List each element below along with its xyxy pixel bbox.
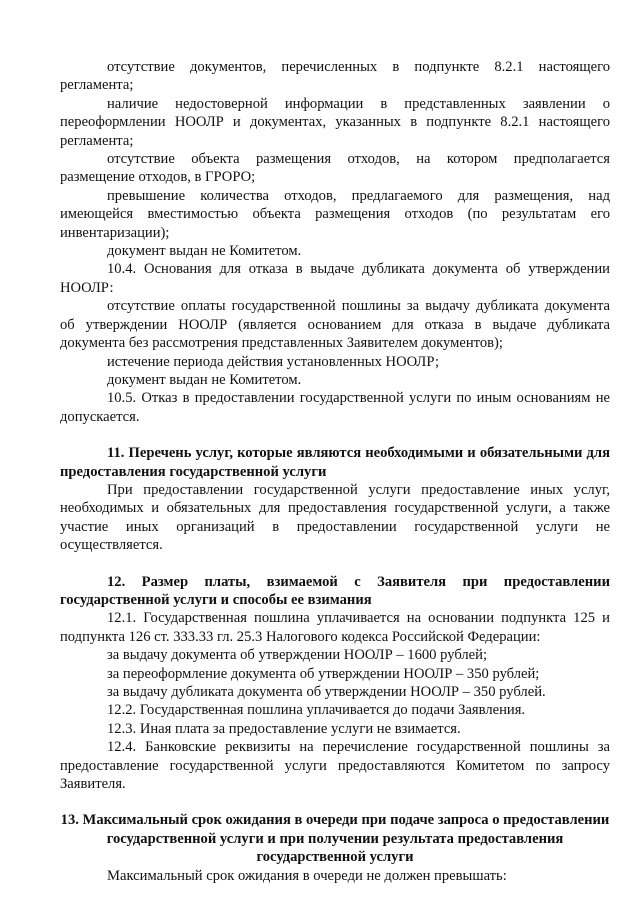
section-gap (60, 555, 610, 573)
document-page (60, 58, 610, 885)
paragraph: При предоставлении государственной услуги предоставление иных услуг, необходимых и обязательных для предоставления государственной услуги, а также участие иных организаций в предоставлении государственной услуги не осуществляется. (60, 481, 610, 554)
section-gap (60, 426, 610, 444)
paragraph: отсутствие документов, перечисленных в подпункте 8.2.1 настоящего регламента; (60, 59, 610, 94)
section-heading-13: 13. Максимальный срок ожидания в очереди при подаче запроса о предоставлении государственной услуги и при получении результата предоставления государственной услуги (60, 812, 610, 866)
paragraph: документ выдан не Комитетом. (107, 243, 302, 260)
paragraph: 12.2. Государственная пошлина уплачивается до подачи Заявления. (107, 702, 526, 719)
paragraph: 10.5. Отказ в предоставлении государственной услуги по иным основаниям не допускается. (60, 390, 610, 425)
section-heading-11: 11. Перечень услуг, которые являются необходимыми и обязательными для предоставления государственной услуги (60, 445, 610, 480)
paragraph: превышение количества отходов, предлагаемого для размещения, над имеющейся вместимостью объекта размещения отходов (по результатам его инвентаризации); (60, 187, 610, 241)
paragraph: 12.1. Государственная пошлина уплачивается на основании подпункта 125 и подпункта 126 ст. 333.33 гл. 25.3 Налогового кодекса Российской Федерации: (60, 610, 610, 645)
section-heading-12: 12. Размер платы, взимаемой с Заявителя при предоставлении государственной услуги и способы ее взимания (60, 573, 610, 608)
section-gap (60, 793, 610, 811)
paragraph: истечение периода действия установленных НООЛР; (107, 353, 440, 370)
paragraph: документ выдан не Комитетом. (107, 371, 302, 388)
paragraph: за выдачу документа об утверждении НООЛР – 1600 рублей; (107, 647, 488, 664)
paragraph: 12.3. Иная плата за предоставление услуги не взимается. (107, 720, 461, 737)
paragraph: за выдачу дубликата документа об утверждении НООЛР – 350 рублей. (107, 684, 546, 700)
paragraph: за переоформление документа об утверждении НООЛР – 350 рублей; (107, 665, 540, 682)
paragraph: 12.4. Банковские реквизиты на перечисление государственной пошлины за предоставление государственной услуги предоставляются Комитетом по запросу Заявителя. (60, 739, 610, 793)
paragraph: наличие недостоверной информации в представленных заявлении о переоформлении НООЛР и документах, указанных в подпункте 8.2.1 настоящего регламента; (60, 95, 610, 149)
paragraph: отсутствие оплаты государственной пошлины за выдачу дубликата документа об утверждении НООЛР (является основанием для отказа в выдаче дубликата документа без рассмотрения представленных Заявителем документов); (60, 298, 610, 352)
paragraph: Максимальный срок ожидания в очереди не должен превышать: (107, 867, 507, 884)
paragraph: отсутствие объекта размещения отходов, на котором предполагается размещение отходов, в ГРОРО; (60, 151, 610, 186)
paragraph: 10.4. Основания для отказа в выдаче дубликата документа об утверждении НООЛР: (60, 261, 610, 296)
